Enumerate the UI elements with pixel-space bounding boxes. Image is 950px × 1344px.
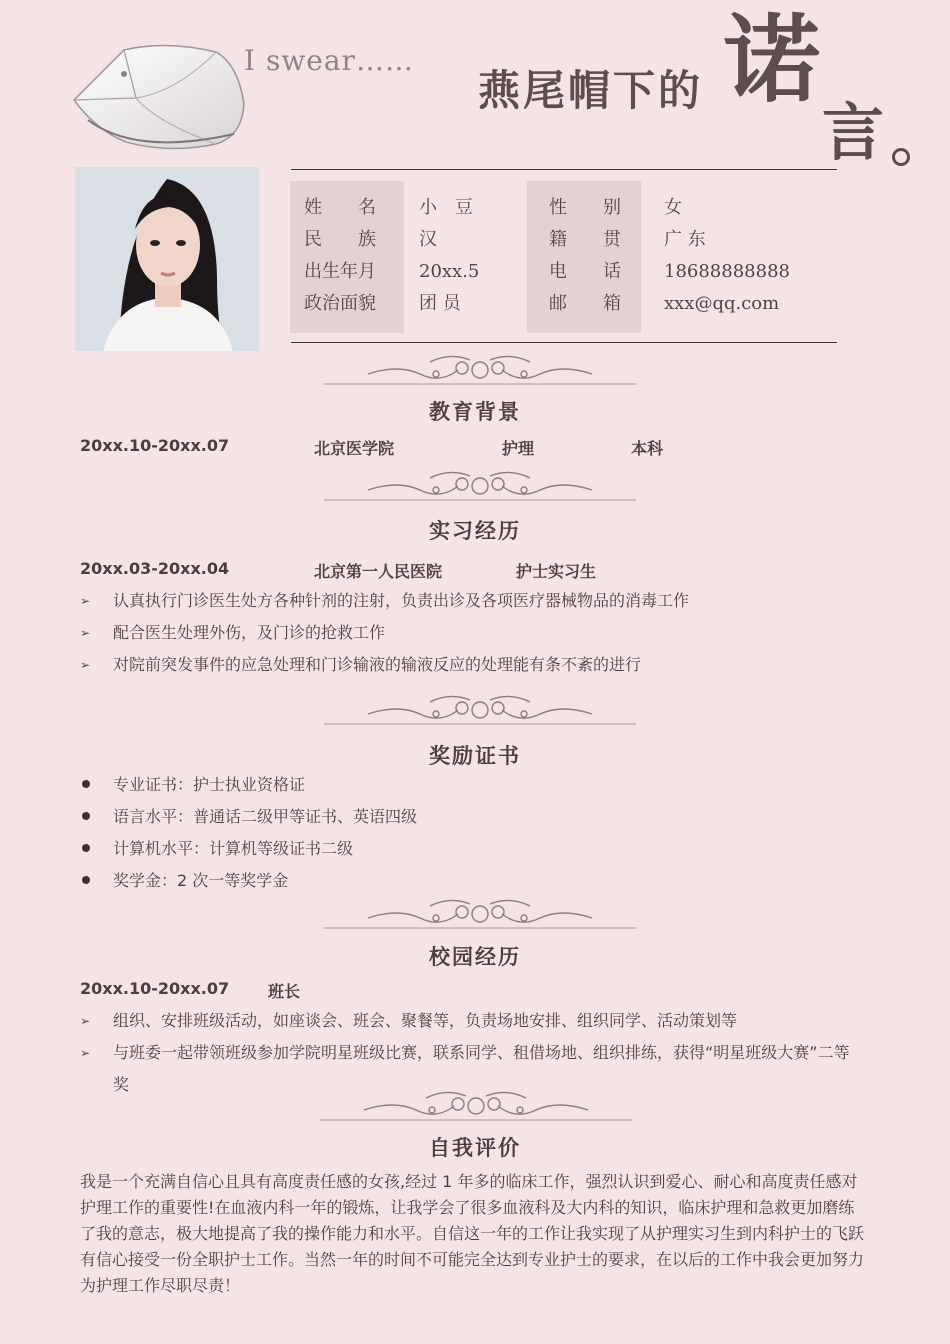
info-bottom-rule: [291, 342, 837, 343]
arrow-bullet-icon: ➢: [80, 626, 91, 640]
title-period-mark: [892, 148, 910, 166]
self-eval-line: 为护理工作尽职尽责！: [80, 1276, 241, 1295]
info-value-hometown: 广 东: [664, 229, 706, 250]
section-ornament-campus: [320, 894, 640, 936]
bullet-dot-icon: [82, 812, 90, 820]
section-title-self-eval: 自我评价: [429, 1136, 521, 1160]
internship-org: 北京第一人民医院: [314, 562, 443, 581]
info-value-political: 团 员: [419, 293, 461, 314]
info-label-hometown: 籍 贯: [549, 229, 621, 250]
nurse-cap-illustration: [66, 38, 256, 156]
section-title-campus: 校园经历: [429, 945, 521, 969]
campus-item: 与班委一起带领班级参加学院明星班级比赛，联系同学、租借场地、组织排练，获得“明星班级大赛”二等: [113, 1043, 850, 1062]
info-label-ethnicity: 民 族: [304, 229, 376, 250]
profile-photo: [75, 167, 259, 351]
info-value-birth: 20xx.5: [419, 261, 480, 282]
section-title-education: 教育背景: [429, 400, 521, 424]
arrow-bullet-icon: ➢: [80, 658, 91, 672]
internship-role: 护士实习生: [516, 562, 597, 581]
internship-item: 对院前突发事件的应急处理和门诊输液的输液反应的处理能有条不紊的进行: [113, 655, 642, 674]
tagline: I swear……: [244, 44, 414, 77]
section-ornament-internship: [320, 466, 640, 508]
bullet-dot-icon: [82, 844, 90, 852]
campus-role: 班长: [268, 982, 301, 1001]
info-label-name: 姓 名: [304, 197, 376, 218]
page-title-emphasis: 诺: [724, 3, 820, 116]
section-title-internship: 实习经历: [429, 519, 521, 543]
info-value-phone: 18688888888: [664, 261, 790, 282]
info-label-birth: 出生年月: [304, 261, 376, 282]
campus-period: 20xx.10-20xx.07: [80, 979, 230, 998]
self-eval-line: 护理工作的重要性!在血液内科一年的锻炼，让我学会了很多血液科及大内科的知识，临床护理和急救更加磨练: [80, 1198, 855, 1217]
bullet-dot-icon: [82, 780, 90, 788]
self-eval-line: 了我的意志，极大地提高了我的操作能力和水平。自信这一年的工作让我实现了从护理实习生到内科护士的飞跃: [80, 1224, 865, 1243]
self-eval-line: 我是一个充满自信心且具有高度责任感的女孩,经过 1 年多的临床工作，强烈认识到爱心、耐心和高度责任感对: [80, 1172, 858, 1191]
bullet-dot-icon: [82, 876, 90, 884]
award-item: 语言水平：普通话二级甲等证书、英语四级: [113, 807, 418, 826]
education-major: 护理: [502, 439, 535, 458]
campus-item: 组织、安排班级活动，如座谈会、班会、聚餐等，负责场地安排、组织同学、活动策划等: [113, 1011, 738, 1030]
self-eval-line: 有信心接受一份全职护士工作。当然一年的时间不可能完全达到专业护士的要求，在以后的工作中我会更加努力: [80, 1250, 865, 1269]
info-value-ethnicity: 汉: [419, 229, 437, 250]
info-value-name: 小 豆: [419, 197, 473, 218]
education-period: 20xx.10-20xx.07: [80, 436, 230, 455]
arrow-bullet-icon: ➢: [80, 1046, 91, 1060]
info-value-email: xxx@qq.com: [664, 293, 780, 314]
info-label-gender: 性 别: [549, 197, 621, 218]
internship-item: 配合医生处理外伤，及门诊的抢救工作: [113, 623, 386, 642]
info-label-political: 政治面貌: [304, 293, 376, 314]
education-degree: 本科: [631, 439, 664, 458]
section-ornament-self-eval: [316, 1086, 636, 1128]
internship-period: 20xx.03-20xx.04: [80, 559, 230, 578]
info-value-gender: 女: [664, 197, 682, 218]
campus-item-continuation: 奖: [113, 1075, 130, 1094]
info-label-phone: 电 话: [549, 261, 621, 282]
internship-item: 认真执行门诊医生处方各种针剂的注射，负责出诊及各项医疗器械物品的消毒工作: [113, 591, 690, 610]
arrow-bullet-icon: ➢: [80, 594, 91, 608]
page-title: 燕尾帽下的: [478, 66, 704, 115]
page-title-end: 言: [822, 96, 885, 169]
info-top-rule: [291, 169, 837, 170]
section-title-awards: 奖励证书: [429, 744, 521, 768]
arrow-bullet-icon: ➢: [80, 1014, 91, 1028]
section-ornament-awards: [320, 690, 640, 732]
award-item: 奖学金：2 次一等奖学金: [113, 871, 289, 890]
award-item: 专业证书：护士执业资格证: [113, 775, 306, 794]
award-item: 计算机水平：计算机等级证书二级: [113, 839, 354, 858]
section-ornament-education: [320, 350, 640, 392]
info-label-email: 邮 箱: [549, 293, 621, 314]
education-school: 北京医学院: [314, 439, 395, 458]
